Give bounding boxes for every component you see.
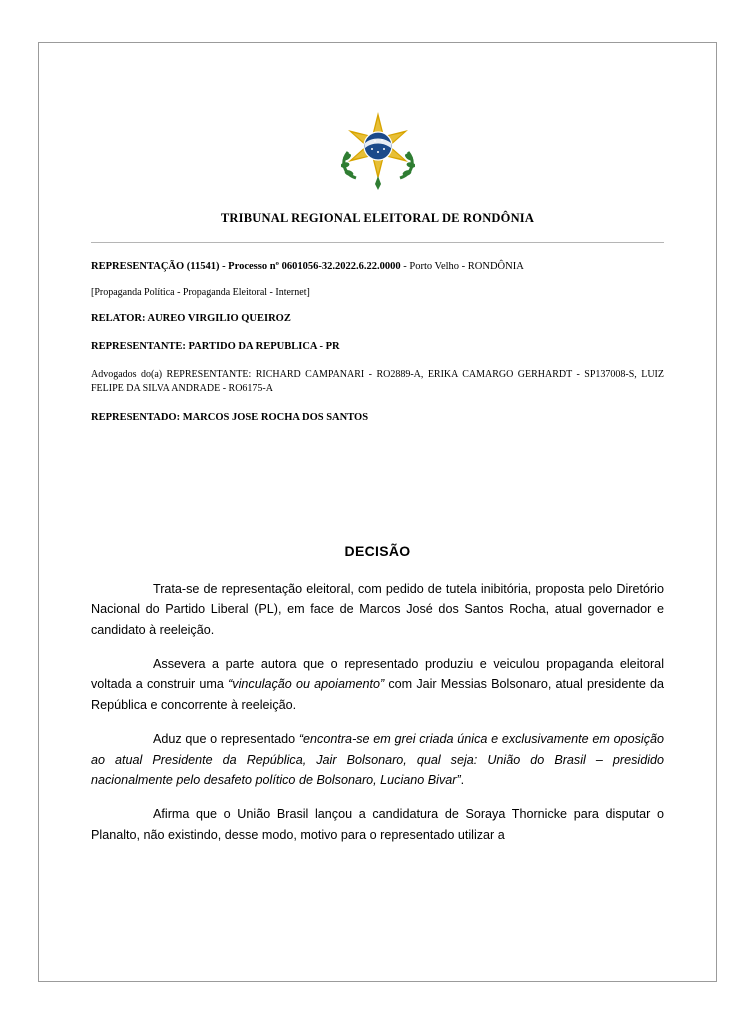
case-relator: RELATOR: AUREO VIRGILIO QUEIROZ: [91, 313, 291, 325]
header-divider: [91, 242, 664, 243]
brasao-svg: [341, 106, 415, 190]
decision-paragraph: [91, 579, 664, 640]
court-title: TRIBUNAL REGIONAL ELEITORAL DE RONDÔNIA: [220, 211, 535, 225]
case-representante: REPRESENTANTE: PARTIDO DA REPUBLICA - PR: [91, 341, 340, 353]
quoted-text: “vinculação ou apoiamento”: [228, 677, 385, 692]
case-header-line: [91, 259, 664, 274]
case-advogados: Advogados do(a) REPRESENTANTE: RICHARD CAMPANARI - RO2889-A, ERIKA CAMARGO GERHARDT - SP137008-S, LUIZ FELIPE DA SILVA ANDRADE - RO6175-A: [91, 368, 664, 395]
paragraph-text: com Jair Messias Bolsonaro, atual presidente da República e concorrente à reeleição.: [91, 677, 665, 712]
quoted-text: “encontra-se em grei criada única e exclusivamente em oposição ao atual Presidente da República, Jair Bolsonaro, qual seja: União do Brasil – presidido nacionalmente pelo desafeto político de Bolsonaro, Luciano Bivar”: [91, 732, 664, 787]
paragraph-text: Trata-se de representação eleitoral, com pedido de tutela inibitória, proposta pelo Diretório Nacional do Partido Liberal (PL), em face de Marcos José dos Santos Rocha, atual governador e candidato à reeleição.: [91, 581, 664, 637]
crest-container: [91, 103, 664, 193]
case-representado: REPRESENTADO: MARCOS JOSE ROCHA DOS SANTOS: [91, 411, 369, 423]
case-subject: [Propaganda Política - Propaganda Eleitoral - Internet]: [91, 287, 310, 299]
brasao-icon: [341, 106, 415, 190]
case-location: - Porto Velho - RONDÔNIA: [400, 261, 524, 272]
case-number: REPRESENTAÇÃO (11541) - Processo nº 0601056-32.2022.6.22.0000: [91, 261, 401, 272]
document-content: [91, 103, 664, 859]
decision-paragraph: [91, 729, 664, 790]
paragraph-text: Assevera a parte autora que o representado produziu e veiculou propaganda eleitoral voltada a construir uma: [91, 657, 664, 692]
decision-title: DECISÃO: [344, 542, 411, 559]
decision-paragraph: [91, 654, 664, 715]
decision-paragraph: [91, 804, 664, 845]
paragraph-text: .: [460, 773, 465, 787]
document-sheet: [38, 42, 717, 982]
paragraph-text: Aduz que o representado: [153, 732, 299, 747]
paragraph-text: Afirma que o União Brasil lançou a candidatura de Soraya Thornicke para disputar o Planalto, não existindo, desse modo, motivo para o representado utilizar a: [91, 807, 664, 842]
decision-body: [91, 579, 664, 845]
